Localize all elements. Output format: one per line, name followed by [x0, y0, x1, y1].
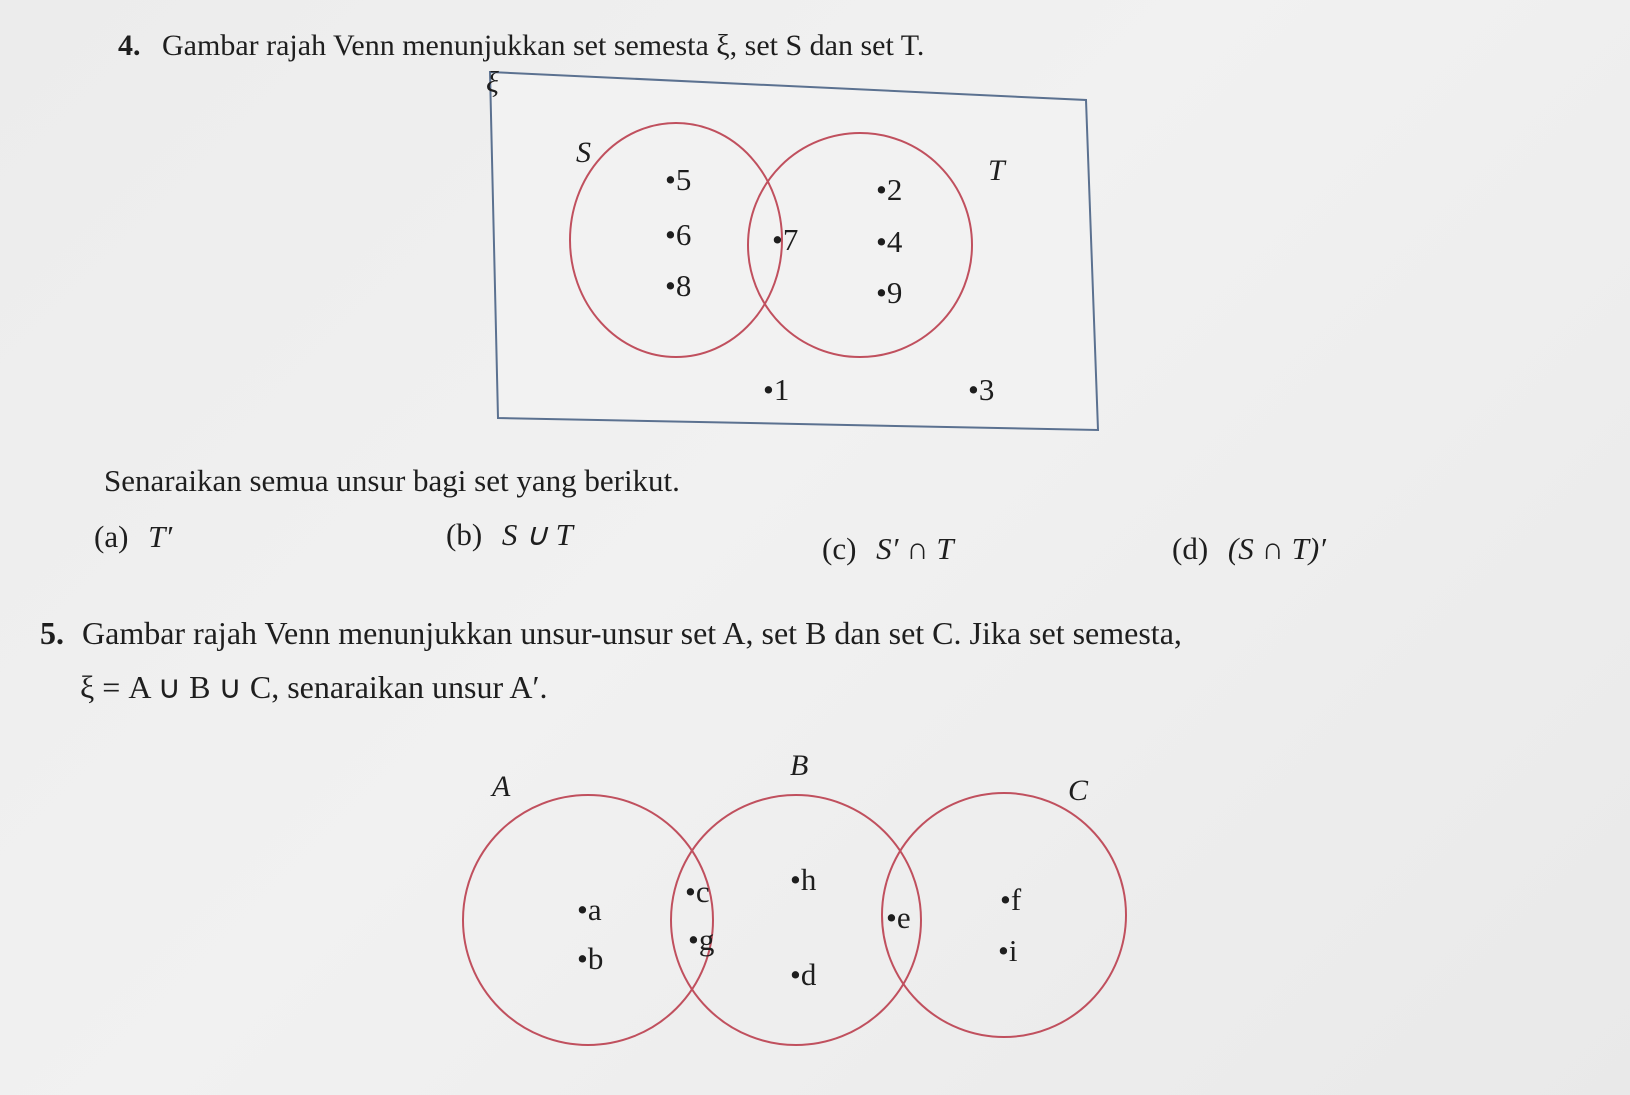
element: •8	[665, 268, 692, 303]
element: •7	[772, 222, 799, 257]
question-4-part-c	[822, 530, 954, 567]
element: •1	[763, 372, 790, 407]
element: •5	[665, 162, 692, 197]
element: •g	[688, 922, 715, 957]
element: •9	[876, 275, 903, 310]
part-expression: S′ ∩ T	[876, 531, 954, 566]
element: •b	[577, 941, 604, 976]
set-b-circle	[671, 795, 921, 1045]
element: •d	[790, 957, 817, 992]
element: •6	[665, 217, 692, 252]
set-a-label: A	[492, 770, 511, 803]
question-4-text: Gambar rajah Venn menunjukkan set semesta ξ, set S dan set T.	[162, 29, 925, 62]
element: •h	[790, 862, 817, 897]
part-label: (c)	[822, 531, 857, 566]
question-5-line-2: ξ = A ∪ B ∪ C, senaraikan unsur A′.	[80, 669, 548, 705]
part-label: (d)	[1172, 531, 1209, 566]
question-4-part-d	[1172, 530, 1326, 567]
question-4-instruction: Senaraikan semua unsur bagi set yang berikut.	[104, 463, 680, 498]
element: •a	[577, 892, 602, 927]
set-b-label: B	[790, 749, 809, 782]
question-4-part-a	[94, 518, 172, 555]
part-expression: T′	[148, 519, 173, 554]
set-t-label: T	[988, 154, 1005, 187]
question-4-part-b	[446, 516, 573, 553]
element: •i	[998, 933, 1018, 968]
universal-set-label: ξ	[486, 66, 499, 99]
part-expression: S ∪ T	[501, 517, 573, 552]
element: •f	[1000, 882, 1022, 917]
set-s-label: S	[576, 136, 591, 169]
element: •3	[968, 372, 995, 407]
question-5-line-1	[40, 614, 1182, 652]
set-c-label: C	[1068, 774, 1089, 807]
question-5-number: 5.	[40, 615, 64, 651]
element: •2	[876, 172, 903, 207]
part-label: (b)	[446, 517, 483, 552]
element: •c	[685, 874, 710, 909]
question-4-number: 4.	[118, 29, 141, 62]
part-label: (a)	[94, 519, 129, 554]
element: •4	[876, 224, 903, 259]
element: •e	[886, 900, 911, 935]
part-expression: (S ∩ T)′	[1227, 531, 1326, 566]
question-5-text: Gambar rajah Venn menunjukkan unsur-unsur set A, set B dan set C. Jika set semesta,	[82, 615, 1182, 651]
